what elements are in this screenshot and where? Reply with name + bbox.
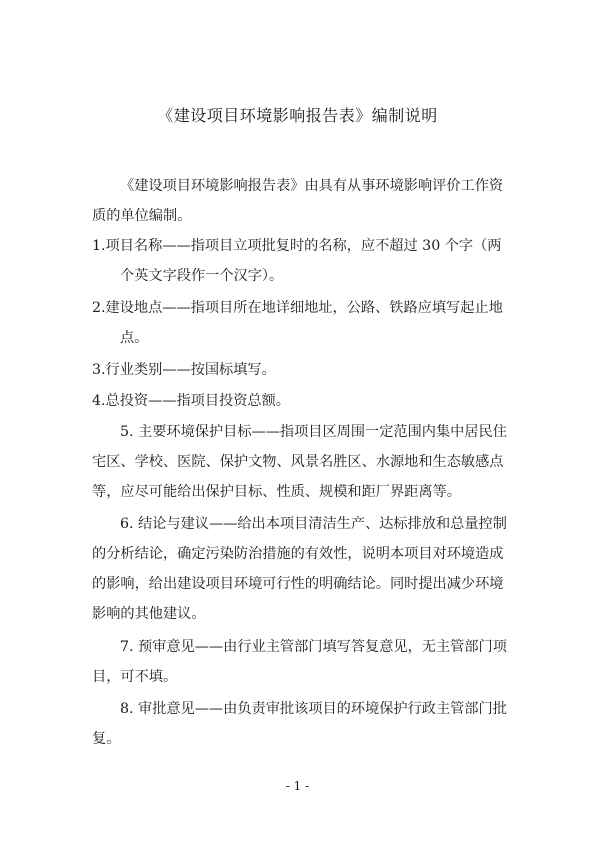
item-6-conclusions: 6. 结论与建议——给出本项目清洁生产、达标排放和总量控制的分析结论，确定污染防治措施的有效性，说明本项目对环境造成的影响，给出建设项目环境可行性的明确结论。同时提出减少环境影响的其他建议。 [92,516,507,622]
item-7-pre-review-opinion: 7. 预审意见——由行业主管部门填写答复意见，无主管部门项目，可不填。 [92,639,507,685]
item-3-industry-category: 3.行业类别——按国标填写。 [92,362,276,378]
intro-paragraph: 《建设项目环境影响报告表》由具有从事环境影响评价工作资质的单位编制。 [92,178,504,224]
item-1-project-name: 1.项目名称——指项目立项批复时的名称，应不超过 30 个字（两个英文字段作一个汉字）。 [92,238,502,284]
item-4-total-investment: 4.总投资——指项目投资总额。 [92,393,290,409]
page-number: - 1 - [285,779,310,793]
item-8-approval-opinion: 8. 审批意见——由负责审批该项目的环境保护行政主管部门批复。 [92,701,507,747]
item-2-construction-site: 2.建设地点——指项目所在地详细地址，公路、铁路应填写起止地点。 [92,300,503,346]
document-title: 《建设项目环境影响报告表》编制说明 [157,106,438,125]
item-5-protection-targets: 5. 主要环境保护目标——指项目区周围一定范围内集中居民住宅区、学校、医院、保护文物、风景名胜区、水源地和生态敏感点等，应尽可能给出保护目标、性质、规模和距厂界距离等。 [92,424,507,500]
